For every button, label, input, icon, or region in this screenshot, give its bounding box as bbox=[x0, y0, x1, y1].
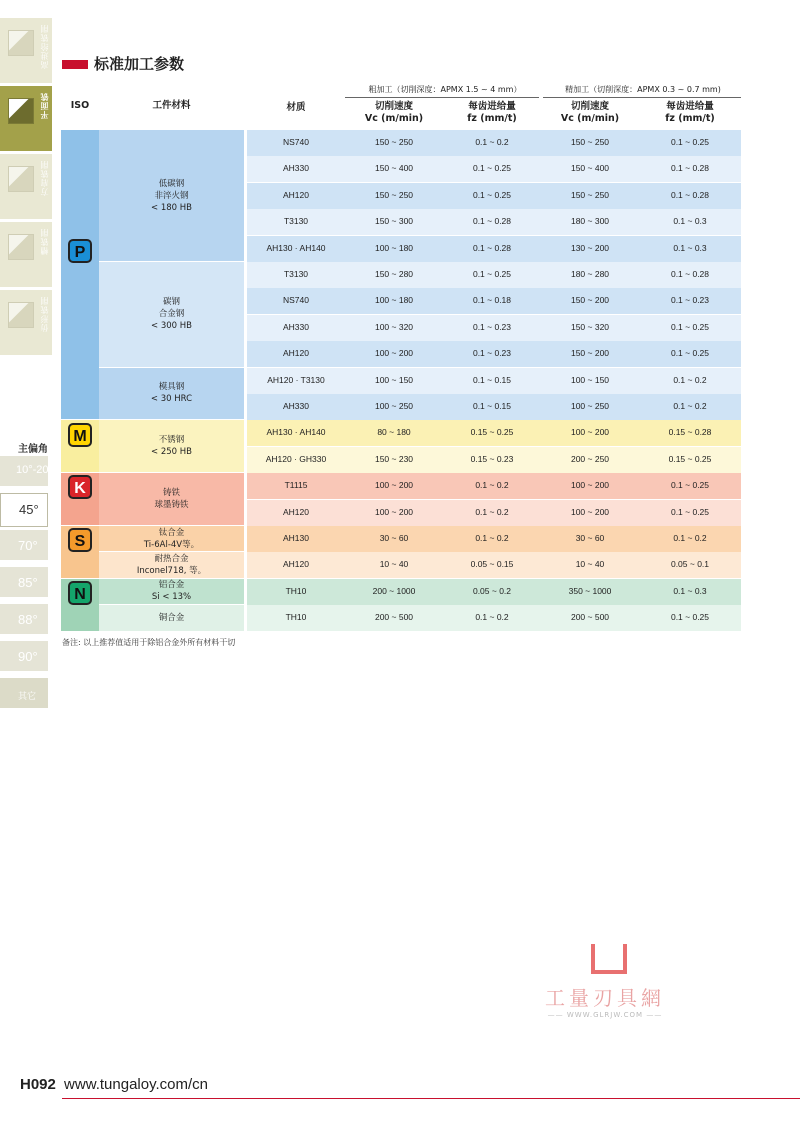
iso-badge: M bbox=[68, 423, 92, 447]
shoulder-milling-icon bbox=[8, 166, 34, 192]
table-row bbox=[247, 262, 741, 288]
rough-group-line bbox=[345, 97, 539, 98]
profile-milling-icon bbox=[8, 302, 34, 328]
material-line: Ti-6Al-4V等。 bbox=[143, 539, 200, 550]
table-row bbox=[247, 579, 741, 605]
rough-fz-cell: 0.1 ~ 0.15 bbox=[472, 401, 512, 411]
grade-cell: AH330 bbox=[283, 401, 309, 411]
rough-vc-cell: 150 ~ 250 bbox=[374, 189, 414, 200]
angle-tab-90[interactable]: 90° bbox=[0, 641, 48, 675]
header-fz-unit: fz (mm/t) bbox=[665, 113, 715, 124]
header-finish-group: 精加工（切削深度：APMX 0.3 ~ 0.7 mm) bbox=[565, 85, 721, 94]
page-footer bbox=[20, 1076, 208, 1093]
material-line: Si < 13% bbox=[151, 592, 192, 603]
rough-fz-cell: 0.1 ~ 0.18 bbox=[472, 295, 512, 306]
finish-fz-cell: 0.1 ~ 0.3 bbox=[673, 216, 707, 227]
material-cell bbox=[99, 552, 244, 577]
grade-cell: TH10 bbox=[285, 585, 307, 596]
finish-vc-cell: 150 ~ 400 bbox=[570, 163, 610, 174]
header-fz-label: 每齿进给量 bbox=[468, 101, 516, 112]
table-row bbox=[247, 341, 741, 367]
table-row bbox=[247, 130, 741, 156]
finish-fz-cell: 0.1 ~ 0.2 bbox=[673, 533, 707, 543]
table-row bbox=[247, 236, 741, 262]
header-grade: 材质 bbox=[286, 102, 306, 113]
material-cell bbox=[99, 130, 244, 261]
rough-vc-cell: 100 ~ 200 bbox=[374, 348, 414, 359]
finish-vc-cell: 100 ~ 250 bbox=[570, 401, 610, 411]
angle-heading: 主偏角 bbox=[18, 444, 48, 455]
material-line: 合金钢 bbox=[158, 309, 185, 320]
material-cell bbox=[99, 526, 244, 551]
footer-divider bbox=[62, 1098, 800, 1099]
finish-fz-cell: 0.05 ~ 0.1 bbox=[670, 559, 710, 570]
material-line: 铸铁 bbox=[162, 488, 180, 499]
footer-url[interactable]: www.tungaloy.com/cn bbox=[64, 1076, 208, 1093]
finish-fz-cell: 0.1 ~ 0.25 bbox=[670, 321, 710, 332]
header-vc-finish bbox=[541, 101, 639, 125]
finish-vc-cell: 130 ~ 200 bbox=[570, 242, 610, 253]
rough-vc-cell: 100 ~ 200 bbox=[374, 506, 414, 517]
header-iso: ISO bbox=[70, 100, 90, 111]
header-vc-unit: Vc (m/min) bbox=[364, 113, 424, 124]
finish-fz-cell: 0.1 ~ 0.2 bbox=[673, 374, 707, 385]
watermark-text: 工量刃具網 bbox=[545, 986, 665, 1010]
finish-vc-cell: 30 ~ 60 bbox=[575, 533, 605, 543]
finish-fz-cell: 0.15 ~ 0.28 bbox=[668, 427, 712, 438]
table-row bbox=[247, 394, 741, 420]
material-line: 非淬火钢 bbox=[154, 190, 189, 201]
iso-group-s bbox=[61, 526, 99, 578]
material-line: 铝合金 bbox=[158, 580, 185, 591]
material-cell bbox=[99, 579, 244, 604]
table-row bbox=[247, 605, 741, 631]
rough-fz-cell: 0.1 ~ 0.28 bbox=[472, 242, 512, 253]
iso-badge: N bbox=[68, 581, 92, 605]
finish-vc-cell: 150 ~ 200 bbox=[570, 348, 610, 359]
sidebar-tab-label: 方肩铣削 bbox=[40, 160, 49, 196]
finish-fz-cell: 0.15 ~ 0.25 bbox=[668, 453, 712, 464]
sidebar-tab-label: 平面铣 bbox=[40, 92, 49, 119]
table-row bbox=[247, 552, 741, 578]
finish-fz-cell: 0.1 ~ 0.3 bbox=[673, 585, 707, 596]
rough-vc-cell: 100 ~ 180 bbox=[374, 242, 414, 253]
finish-fz-cell: 0.1 ~ 0.3 bbox=[673, 242, 707, 253]
angle-tab-88[interactable]: 88° bbox=[0, 604, 48, 638]
grade-cell: T1115 bbox=[284, 480, 308, 491]
finish-fz-cell: 0.1 ~ 0.28 bbox=[670, 189, 710, 200]
rough-fz-cell: 0.1 ~ 0.2 bbox=[475, 506, 509, 517]
grade-cell: AH130 · AH140 bbox=[266, 427, 326, 438]
finish-vc-cell: 150 ~ 250 bbox=[570, 189, 610, 200]
sidebar-tab-slot-milling[interactable] bbox=[0, 222, 52, 290]
grade-cell: AH130 bbox=[283, 533, 309, 543]
grade-cell: AH120 bbox=[283, 348, 309, 359]
table-row bbox=[247, 447, 741, 473]
material-line: < 250 HB bbox=[151, 447, 192, 458]
finish-vc-cell: 150 ~ 320 bbox=[570, 321, 610, 332]
material-line: < 300 HB bbox=[151, 321, 192, 332]
finish-fz-cell: 0.1 ~ 0.25 bbox=[670, 506, 710, 517]
finish-vc-cell: 180 ~ 280 bbox=[570, 269, 610, 279]
title-accent-bar bbox=[62, 60, 88, 69]
material-cell bbox=[99, 368, 244, 420]
header-fz-unit: fz (mm/t) bbox=[467, 113, 517, 124]
iso-group-p bbox=[61, 130, 99, 419]
iso-group-m bbox=[61, 420, 99, 472]
finish-fz-cell: 0.1 ~ 0.25 bbox=[670, 480, 710, 491]
finish-fz-cell: 0.1 ~ 0.25 bbox=[670, 612, 710, 623]
finish-vc-cell: 100 ~ 200 bbox=[570, 480, 610, 491]
header-fz-rough bbox=[443, 101, 541, 125]
angle-tab-70[interactable]: 70° bbox=[0, 530, 48, 564]
header-vc-rough bbox=[345, 101, 443, 125]
rough-fz-cell: 0.1 ~ 0.2 bbox=[475, 137, 509, 147]
table-row bbox=[247, 500, 741, 526]
material-line: 钛合金 bbox=[158, 527, 185, 538]
table-row bbox=[247, 368, 741, 394]
rough-vc-cell: 150 ~ 400 bbox=[374, 163, 414, 174]
grade-cell: NS740 bbox=[283, 137, 309, 147]
rough-vc-cell: 150 ~ 280 bbox=[374, 269, 414, 279]
iso-badge: P bbox=[68, 239, 92, 263]
material-line: < 180 HB bbox=[151, 202, 192, 213]
finish-group-line bbox=[543, 97, 741, 98]
grade-cell: AH120 bbox=[283, 506, 309, 517]
face-milling-icon bbox=[8, 98, 34, 124]
finish-vc-cell: 350 ~ 1000 bbox=[568, 585, 612, 596]
iso-group-k bbox=[61, 473, 99, 525]
material-line: 耐热合金 bbox=[154, 554, 189, 565]
sidebar-tab-label: 槽铣削 bbox=[40, 228, 49, 255]
material-cell bbox=[99, 420, 244, 472]
finish-fz-cell: 0.1 ~ 0.28 bbox=[670, 163, 710, 174]
watermark-logo bbox=[591, 944, 627, 974]
table-row bbox=[247, 156, 741, 182]
grade-cell: NS740 bbox=[283, 295, 309, 306]
table-row bbox=[247, 420, 741, 446]
rough-fz-cell: 0.1 ~ 0.25 bbox=[472, 189, 512, 200]
header-material: 工件材料 bbox=[152, 100, 191, 111]
finish-fz-cell: 0.1 ~ 0.25 bbox=[670, 137, 710, 147]
rough-fz-cell: 0.1 ~ 0.25 bbox=[472, 163, 512, 174]
rough-fz-cell: 0.15 ~ 0.25 bbox=[470, 427, 514, 438]
angle-tab-85[interactable]: 85° bbox=[0, 567, 48, 601]
header-rough-group: 粗加工（切削深度：APMX 1.5 ~ 4 mm） bbox=[368, 85, 522, 94]
finish-fz-cell: 0.1 ~ 0.28 bbox=[670, 269, 710, 279]
angle-tab-45[interactable]: 45° bbox=[0, 493, 48, 527]
angle-tab-10-20[interactable]: 10°-20° bbox=[0, 456, 48, 490]
finish-fz-cell: 0.1 ~ 0.2 bbox=[673, 401, 707, 411]
page-number: H092 bbox=[20, 1076, 56, 1093]
material-line: 碳钢 bbox=[162, 297, 180, 308]
sidebar-tab-label: 高进给铣削 bbox=[40, 24, 49, 69]
rough-fz-cell: 0.1 ~ 0.28 bbox=[472, 216, 512, 227]
finish-vc-cell: 180 ~ 300 bbox=[570, 216, 610, 227]
header-fz-finish bbox=[639, 101, 741, 125]
cutting-parameters-table bbox=[61, 82, 741, 623]
finish-vc-cell: 150 ~ 200 bbox=[570, 295, 610, 306]
grade-cell: AH120 bbox=[283, 189, 309, 200]
material-line: 铜合金 bbox=[158, 612, 185, 623]
finish-fz-cell: 0.1 ~ 0.23 bbox=[670, 295, 710, 306]
sidebar-tab-shoulder-milling[interactable] bbox=[0, 154, 52, 222]
rough-fz-cell: 0.1 ~ 0.15 bbox=[472, 374, 512, 385]
grade-cell: AH330 bbox=[283, 163, 309, 174]
sidebar-tab-profile-milling[interactable] bbox=[0, 290, 52, 358]
rough-vc-cell: 150 ~ 300 bbox=[374, 216, 414, 227]
rough-fz-cell: 0.1 ~ 0.2 bbox=[475, 612, 509, 623]
table-header bbox=[61, 82, 741, 130]
table-row bbox=[247, 473, 741, 499]
material-cell bbox=[99, 262, 244, 367]
iso-group-n bbox=[61, 579, 99, 631]
header-vc-unit: Vc (m/min) bbox=[560, 113, 620, 124]
grade-cell: AH130 · AH140 bbox=[266, 242, 326, 253]
rough-fz-cell: 0.15 ~ 0.23 bbox=[470, 453, 514, 464]
material-line: 模具钢 bbox=[158, 382, 185, 393]
watermark-url: —— WWW.GLRJW.COM —— bbox=[547, 1011, 663, 1019]
grade-cell: AH330 bbox=[283, 321, 309, 332]
rough-vc-cell: 100 ~ 320 bbox=[374, 321, 414, 332]
rough-fz-cell: 0.05 ~ 0.15 bbox=[470, 559, 514, 570]
high-feed-milling-icon bbox=[8, 30, 34, 56]
grade-cell: T3130 bbox=[283, 269, 309, 279]
material-line: Inconel718, 等。 bbox=[136, 566, 207, 577]
rough-vc-cell: 200 ~ 500 bbox=[374, 612, 414, 623]
iso-badge: S bbox=[68, 528, 92, 552]
watermark bbox=[530, 944, 680, 1019]
finish-vc-cell: 200 ~ 250 bbox=[570, 453, 610, 464]
rough-vc-cell: 100 ~ 150 bbox=[374, 374, 414, 385]
finish-vc-cell: 10 ~ 40 bbox=[575, 559, 605, 570]
grade-cell: TH10 bbox=[285, 612, 307, 623]
rough-vc-cell: 100 ~ 250 bbox=[374, 401, 414, 411]
rough-vc-cell: 100 ~ 200 bbox=[374, 480, 414, 491]
table-row bbox=[247, 526, 741, 552]
material-cell bbox=[99, 473, 244, 525]
material-line: 不锈钢 bbox=[158, 435, 185, 446]
grade-cell: AH120 · T3130 bbox=[267, 374, 325, 385]
rough-fz-cell: 0.1 ~ 0.23 bbox=[472, 321, 512, 332]
material-line: < 30 HRC bbox=[150, 394, 193, 405]
grade-cell: AH120 · GH330 bbox=[265, 453, 327, 464]
material-cell bbox=[99, 605, 244, 630]
rough-vc-cell: 10 ~ 40 bbox=[379, 559, 409, 570]
material-line: 球墨铸铁 bbox=[154, 500, 189, 511]
rough-vc-cell: 80 ~ 180 bbox=[377, 427, 411, 438]
header-vc-label: 切削速度 bbox=[570, 101, 609, 112]
finish-vc-cell: 100 ~ 200 bbox=[570, 506, 610, 517]
angle-tab-other[interactable]: 其它 bbox=[0, 678, 48, 712]
rough-fz-cell: 0.1 ~ 0.25 bbox=[472, 269, 512, 279]
grade-cell: T3130 bbox=[283, 216, 309, 227]
rough-vc-cell: 30 ~ 60 bbox=[379, 533, 409, 543]
rough-fz-cell: 0.1 ~ 0.2 bbox=[475, 480, 509, 491]
finish-vc-cell: 100 ~ 200 bbox=[570, 427, 610, 438]
sidebar-tab-high-feed[interactable] bbox=[0, 18, 52, 86]
header-fz-label: 每齿进给量 bbox=[666, 101, 714, 112]
footnote: 备注: 以上推荐值适用于除铝合金外所有材料干切 bbox=[62, 638, 236, 647]
rough-fz-cell: 0.1 ~ 0.2 bbox=[475, 533, 509, 543]
slot-milling-icon bbox=[8, 234, 34, 260]
table-row bbox=[247, 183, 741, 209]
iso-badge: K bbox=[68, 475, 92, 499]
page-title: 标准加工参数 bbox=[94, 55, 185, 73]
sidebar-tab-label: 仿形铣削 bbox=[40, 296, 49, 332]
rough-fz-cell: 0.05 ~ 0.2 bbox=[472, 585, 512, 596]
sidebar-tab-face-milling[interactable] bbox=[0, 86, 52, 154]
header-vc-label: 切削速度 bbox=[374, 101, 413, 112]
rough-vc-cell: 100 ~ 180 bbox=[374, 295, 414, 306]
finish-vc-cell: 200 ~ 500 bbox=[570, 612, 610, 623]
finish-fz-cell: 0.1 ~ 0.25 bbox=[670, 348, 710, 359]
table-row bbox=[247, 209, 741, 235]
rough-fz-cell: 0.1 ~ 0.23 bbox=[472, 348, 512, 359]
table-row bbox=[247, 315, 741, 341]
grade-cell: AH120 bbox=[283, 559, 309, 570]
rough-vc-cell: 200 ~ 1000 bbox=[372, 585, 416, 596]
material-line: 低碳钢 bbox=[158, 178, 185, 189]
rough-vc-cell: 150 ~ 230 bbox=[374, 453, 414, 464]
table-row bbox=[247, 288, 741, 314]
rough-vc-cell: 150 ~ 250 bbox=[374, 137, 414, 147]
finish-vc-cell: 150 ~ 250 bbox=[570, 137, 610, 147]
finish-vc-cell: 100 ~ 150 bbox=[570, 374, 610, 385]
